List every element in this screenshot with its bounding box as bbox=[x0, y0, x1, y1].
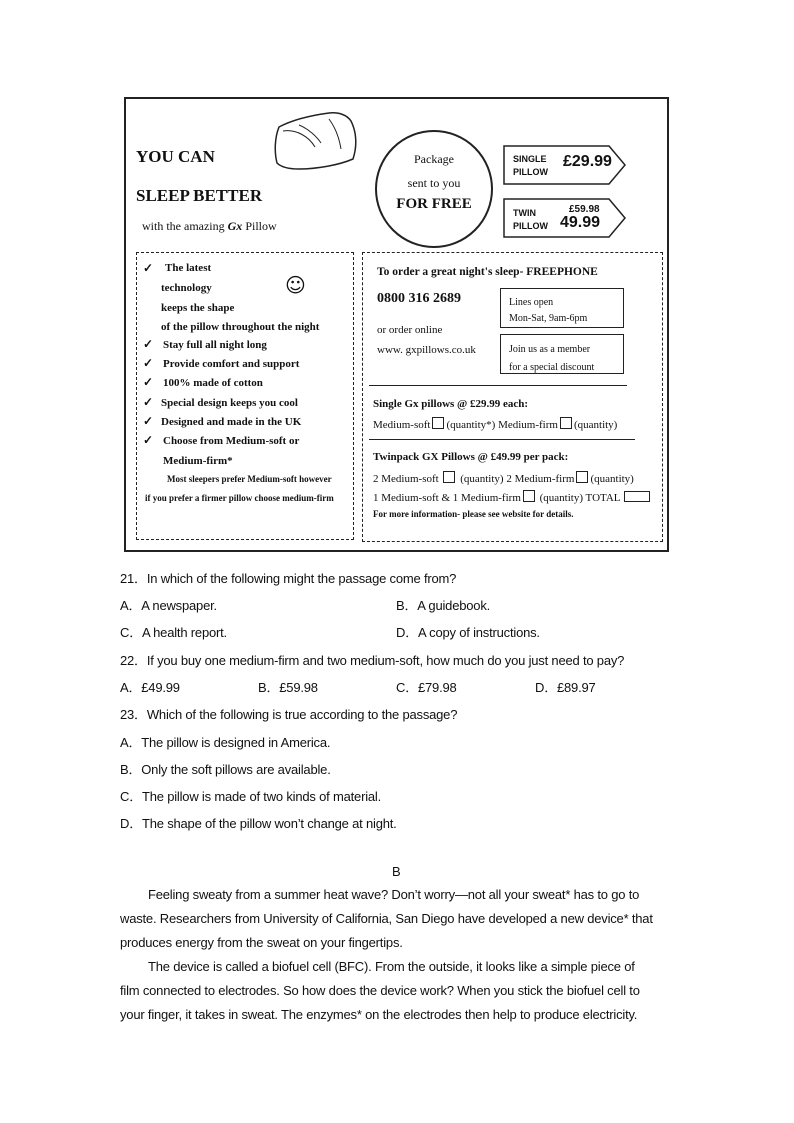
headline-line-2: SLEEP BETTER bbox=[136, 186, 263, 205]
single-pillow-price-tag bbox=[503, 145, 627, 185]
smiley-icon: ☺ bbox=[285, 273, 306, 297]
lines-open-box: Lines open Mon-Sat, 9am-6pm bbox=[500, 288, 624, 328]
twinpack-row-1: 2 Medium-soft (quantity) 2 Medium-firm (quantity) bbox=[373, 473, 634, 485]
twin-medium-firm-checkbox[interactable] bbox=[576, 471, 588, 483]
passage-paragraph-1 bbox=[120, 883, 662, 955]
feature-2: Stay full all night long bbox=[163, 339, 267, 351]
single-tag-label: SINGLE PILLOW bbox=[513, 154, 548, 177]
check-icon: ✓ bbox=[143, 356, 154, 370]
check-icon: ✓ bbox=[143, 433, 154, 447]
single-tag-price: £29.99 bbox=[563, 153, 612, 170]
feature-7: Choose from Medium-soft or bbox=[163, 435, 300, 447]
membership-box: Join us as a member for a special discount bbox=[500, 334, 624, 374]
q21-option-b: B．A guidebook. bbox=[396, 598, 491, 613]
single-order-heading: Single Gx pillows @ £29.99 each: bbox=[373, 398, 529, 410]
q23-option-a: A．The pillow is designed in America. bbox=[120, 735, 331, 750]
feature-1-line-3: keeps the shape bbox=[161, 302, 235, 314]
q22-option-d: D．£89.97 bbox=[535, 680, 596, 695]
check-icon: ✓ bbox=[143, 337, 154, 351]
divider bbox=[369, 385, 627, 386]
tagline-suffix: Pillow bbox=[245, 219, 277, 233]
single-order-row: Medium-soft (quantity*) Medium-firm (quantity) bbox=[373, 419, 618, 431]
pillow-illustration bbox=[269, 107, 361, 178]
divider bbox=[369, 439, 635, 440]
q21-option-d: D．A copy of instructions. bbox=[396, 625, 540, 640]
total-field[interactable] bbox=[624, 491, 650, 502]
badge-line-1: Package bbox=[414, 152, 454, 166]
q22-option-b: B．£59.98 bbox=[258, 680, 318, 695]
twinpack-heading: Twinpack GX Pillows @ £49.99 per pack: bbox=[373, 451, 569, 463]
twinpack-row-2: 1 Medium-soft & 1 Medium-firm (quantity) TOTAL bbox=[373, 490, 650, 504]
question-23: 23．Which of the following is true according to the passage? bbox=[120, 707, 458, 722]
feature-1-line-4: of the pillow throughout the night bbox=[161, 321, 320, 333]
features-box bbox=[136, 252, 354, 540]
question-21: 21．In which of the following might the passage come from? bbox=[120, 571, 457, 586]
check-icon: ✓ bbox=[143, 261, 154, 275]
paragraph-line: produces energy from the sweat on your fingertips. bbox=[120, 935, 403, 950]
tagline-prefix: with the amazing bbox=[142, 219, 225, 233]
q22-option-c: C．£79.98 bbox=[396, 680, 457, 695]
paragraph-line: Feeling sweaty from a summer heat wave? Don’t worry—not all your sweat* has to go to bbox=[148, 887, 640, 902]
feature-6: Designed and made in the UK bbox=[161, 416, 302, 428]
pillow-advertisement bbox=[124, 97, 669, 552]
twin-tag-new-price: 49.99 bbox=[560, 214, 601, 231]
footnote-line-1: Most sleepers prefer Medium-soft however bbox=[167, 474, 332, 484]
order-online-label: or order online bbox=[377, 324, 443, 336]
feature-7-line-2: Medium-firm* bbox=[163, 455, 233, 467]
order-heading: To order a great night's sleep- FREEPHONE bbox=[377, 266, 598, 278]
paragraph-line: waste. Researchers from University of California, San Diego have developed a new device* that bbox=[120, 911, 653, 926]
single-medium-soft-checkbox[interactable] bbox=[432, 417, 444, 429]
twin-pillow-price-tag bbox=[503, 198, 627, 238]
feature-4: 100% made of cotton bbox=[163, 377, 263, 389]
q23-option-d: D．The shape of the pillow won’t change at night. bbox=[120, 816, 397, 831]
tagline-brand: Gx bbox=[227, 219, 243, 233]
check-icon: ✓ bbox=[143, 414, 154, 428]
twin-tag-label: TWIN PILLOW bbox=[513, 208, 548, 231]
paragraph-line: your finger, it takes in sweat. The enzymes* on the electrodes then help to produce electricity. bbox=[120, 1007, 638, 1022]
q23-option-b: B．Only the soft pillows are available. bbox=[120, 762, 331, 777]
feature-1-line-2: technology bbox=[161, 282, 212, 294]
more-info-note: For more information- please see website for details. bbox=[373, 509, 574, 519]
check-icon: ✓ bbox=[143, 395, 154, 409]
paragraph-line: film connected to electrodes. So how does the device work? When you stick the biofuel cell to bbox=[120, 983, 640, 998]
q21-option-c: C．A health report. bbox=[120, 625, 227, 640]
paragraph-line: The device is called a biofuel cell (BFC). From the outside, it looks like a simple piece of bbox=[148, 959, 635, 974]
q21-option-a: A．A newspaper. bbox=[120, 598, 217, 613]
website-address: www. gxpillows.co.uk bbox=[377, 344, 476, 356]
footnote-line-2: if you prefer a firmer pillow choose medium-firm bbox=[145, 493, 334, 503]
passage-paragraph-2 bbox=[120, 955, 662, 1027]
order-form-box bbox=[362, 252, 663, 542]
q22-option-a: A．£49.99 bbox=[120, 680, 180, 695]
twin-mixed-checkbox[interactable] bbox=[523, 490, 535, 502]
q23-option-c: C．The pillow is made of two kinds of material. bbox=[120, 789, 382, 804]
free-delivery-badge bbox=[375, 130, 493, 248]
section-b-label: B bbox=[392, 864, 401, 879]
question-22: 22．If you buy one medium-firm and two medium-soft, how much do you just need to pay? bbox=[120, 653, 625, 668]
twin-tag-old-price: £59.98 bbox=[569, 204, 600, 215]
twin-medium-soft-checkbox[interactable] bbox=[443, 471, 455, 483]
freephone-number: 0800 316 2689 bbox=[377, 291, 461, 306]
badge-line-3: FOR FREE bbox=[396, 196, 472, 212]
check-icon: ✓ bbox=[143, 375, 154, 389]
feature-1: The latest bbox=[165, 262, 212, 274]
badge-line-2: sent to you bbox=[407, 176, 461, 190]
tagline bbox=[142, 219, 277, 234]
headline-line-1: YOU CAN bbox=[136, 147, 215, 166]
feature-3: Provide comfort and support bbox=[163, 358, 300, 370]
single-medium-firm-checkbox[interactable] bbox=[560, 417, 572, 429]
feature-5: Special design keeps you cool bbox=[161, 397, 298, 409]
